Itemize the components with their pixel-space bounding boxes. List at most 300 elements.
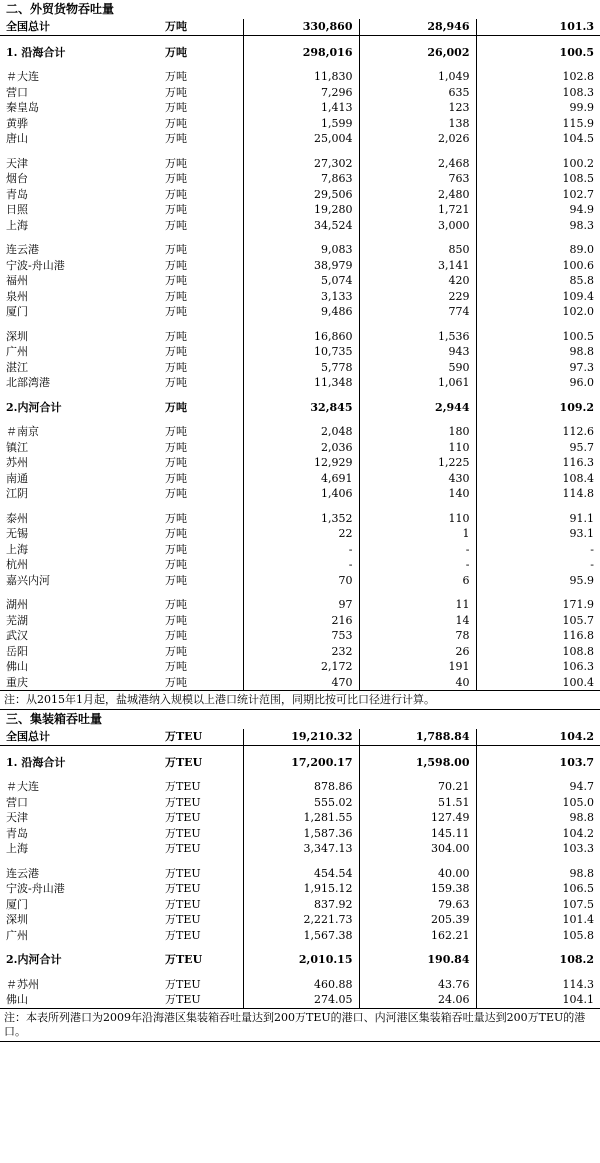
unit-cell: 万TEU — [165, 897, 201, 911]
section1-table — [0, 19, 600, 690]
value-cell-1: 753 — [243, 628, 359, 644]
port-row — [0, 912, 600, 928]
value-cell-1: 22 — [243, 526, 359, 542]
port-name-cell: 厦门 — [6, 305, 28, 318]
spacer-cell — [155, 233, 243, 242]
value-cell-3: 106.5 — [476, 881, 600, 897]
value-cell-3: 101.3 — [476, 19, 600, 35]
port-name-cell: 全国总计 — [0, 729, 155, 745]
spacer-cell — [476, 233, 600, 242]
value-cell-3: 99.9 — [476, 100, 600, 116]
spacer-row — [0, 391, 600, 400]
unit-cell: 万TEU — [165, 913, 201, 926]
port-name-cell: 北部湾港 — [6, 376, 50, 389]
spacer-cell — [359, 588, 476, 597]
value-cell-1: 878.86 — [243, 779, 359, 795]
spacer-cell — [0, 391, 155, 400]
unit-cell: 万吨 — [165, 456, 187, 469]
port-name-cell: 岳阳 — [6, 644, 28, 658]
value-cell-2: 123 — [359, 100, 476, 116]
port-row — [0, 202, 600, 218]
value-cell-1: 2,221.73 — [243, 912, 359, 928]
port-row — [0, 100, 600, 116]
port-row — [0, 779, 600, 795]
port-row — [0, 992, 600, 1008]
value-cell-1: 1,567.38 — [243, 928, 359, 944]
port-name-cell: 青岛 — [6, 826, 28, 840]
spacer-row — [0, 745, 600, 755]
port-row — [0, 841, 600, 857]
value-cell-3: 106.3 — [476, 659, 600, 675]
spacer-cell — [243, 968, 359, 977]
port-name-cell: 武汉 — [6, 629, 28, 642]
value-cell-1: 470 — [243, 675, 359, 691]
port-name-cell: 上海 — [6, 842, 28, 855]
value-cell-3: 114.3 — [476, 977, 600, 993]
unit-cell: 万吨 — [165, 440, 187, 454]
total-row — [0, 952, 600, 968]
value-cell-1: 2,036 — [243, 440, 359, 456]
value-cell-2: 79.63 — [359, 897, 476, 913]
spacer-cell — [155, 415, 243, 424]
spacer-cell — [476, 147, 600, 156]
port-name-cell: 南通 — [6, 471, 28, 485]
spacer-row — [0, 415, 600, 424]
unit-cell: 万TEU — [165, 977, 201, 991]
value-cell-3: 98.3 — [476, 218, 600, 234]
port-row — [0, 440, 600, 456]
port-name-cell: 深圳 — [6, 329, 28, 343]
unit-cell: 万吨 — [165, 132, 187, 145]
port-name-cell: ＃苏州 — [6, 977, 39, 991]
value-cell-1: 555.02 — [243, 795, 359, 811]
value-cell-2: 191 — [359, 659, 476, 675]
spacer-cell — [0, 770, 155, 779]
value-cell-3: 95.7 — [476, 440, 600, 456]
spacer-cell — [243, 233, 359, 242]
unit-cell: 万吨 — [165, 258, 187, 272]
section2-table — [0, 729, 600, 1008]
unit-cell: 万吨 — [165, 471, 187, 485]
port-row — [0, 542, 600, 558]
unit-cell: 万TEU — [165, 755, 203, 769]
value-cell-1: 9,083 — [243, 242, 359, 258]
port-row — [0, 69, 600, 85]
value-cell-1: 216 — [243, 613, 359, 629]
value-cell-3: 103.3 — [476, 841, 600, 857]
port-row — [0, 486, 600, 502]
port-name-cell: 1. 沿海合计 — [6, 45, 66, 59]
port-name-cell: 日照 — [6, 203, 28, 216]
spacer-cell — [243, 857, 359, 866]
spacer-cell — [243, 320, 359, 329]
spacer-cell — [359, 147, 476, 156]
spacer-cell — [476, 745, 600, 755]
value-cell-1: 3,133 — [243, 289, 359, 305]
spacer-cell — [243, 745, 359, 755]
spacer-cell — [476, 415, 600, 424]
unit-cell: 万吨 — [165, 629, 187, 642]
spacer-cell — [243, 35, 359, 45]
value-cell-2: 590 — [359, 360, 476, 376]
value-cell-2: 78 — [359, 628, 476, 644]
port-name-cell: 宁波-舟山港 — [6, 882, 65, 895]
port-row — [0, 866, 600, 882]
unit-cell: 万TEU — [165, 795, 201, 809]
port-name-cell: 厦门 — [6, 897, 28, 911]
value-cell-3: 97.3 — [476, 360, 600, 376]
value-cell-1: 25,004 — [243, 131, 359, 147]
spacer-cell — [155, 320, 243, 329]
value-cell-2: 763 — [359, 171, 476, 187]
port-name-cell: 营口 — [6, 795, 28, 809]
spacer-cell — [359, 35, 476, 45]
spacer-cell — [476, 588, 600, 597]
value-cell-1: 5,074 — [243, 273, 359, 289]
spacer-cell — [476, 502, 600, 511]
unit-cell: 万TEU — [165, 993, 201, 1006]
spacer-row — [0, 147, 600, 156]
spacer-cell — [155, 588, 243, 597]
value-cell-2: - — [359, 542, 476, 558]
port-row — [0, 242, 600, 258]
total-row — [0, 755, 600, 771]
value-cell-1: 32,845 — [243, 400, 359, 416]
value-cell-1: 2,048 — [243, 424, 359, 440]
spacer-cell — [0, 943, 155, 952]
spacer-cell — [0, 745, 155, 755]
value-cell-1: 97 — [243, 597, 359, 613]
port-row — [0, 116, 600, 132]
port-row — [0, 289, 600, 305]
unit-cell: 万吨 — [165, 203, 187, 216]
port-name-cell: 重庆 — [6, 675, 28, 689]
section2-note: 注：本表所列港口为2009年沿海港区集装箱吞吐量达到200万TEU的港口、内河港区集装箱吞吐量达到200万TEU的港口。 — [0, 1008, 600, 1042]
spacer-row — [0, 320, 600, 329]
value-cell-3: 108.8 — [476, 644, 600, 660]
value-cell-1: 1,599 — [243, 116, 359, 132]
value-cell-3: 98.8 — [476, 344, 600, 360]
spacer-cell — [476, 770, 600, 779]
spacer-row — [0, 968, 600, 977]
value-cell-1: 12,929 — [243, 455, 359, 471]
value-cell-2: 190.84 — [359, 952, 476, 968]
spacer-cell — [243, 943, 359, 952]
spacer-cell — [476, 943, 600, 952]
spacer-cell — [243, 147, 359, 156]
spacer-cell — [476, 320, 600, 329]
unit-cell: 万TEU — [165, 780, 201, 793]
value-cell-1: 10,735 — [243, 344, 359, 360]
value-cell-2: 14 — [359, 613, 476, 629]
port-name-cell: 全国总计 — [0, 19, 155, 35]
value-cell-1: 1,413 — [243, 100, 359, 116]
value-cell-3: 114.8 — [476, 486, 600, 502]
value-cell-2: 127.49 — [359, 810, 476, 826]
spacer-cell — [155, 35, 243, 45]
value-cell-1: 460.88 — [243, 977, 359, 993]
spacer-cell — [476, 968, 600, 977]
unit-cell: 万吨 — [165, 425, 187, 438]
value-cell-3: - — [476, 542, 600, 558]
unit-cell: 万TEU — [165, 842, 201, 855]
port-row — [0, 424, 600, 440]
value-cell-3: 102.8 — [476, 69, 600, 85]
unit-cell: 万吨 — [165, 116, 187, 130]
value-cell-2: 2,480 — [359, 187, 476, 203]
value-cell-2: 6 — [359, 573, 476, 589]
value-cell-2: 635 — [359, 85, 476, 101]
port-name-cell: 上海 — [6, 542, 28, 556]
value-cell-2: 11 — [359, 597, 476, 613]
value-cell-2: 159.38 — [359, 881, 476, 897]
value-cell-3: 101.4 — [476, 912, 600, 928]
port-row — [0, 675, 600, 691]
value-cell-1: 70 — [243, 573, 359, 589]
spacer-row — [0, 588, 600, 597]
value-cell-3: 104.2 — [476, 826, 600, 842]
value-cell-2: 1,788.84 — [359, 729, 476, 745]
value-cell-2: 1,049 — [359, 69, 476, 85]
value-cell-3: 104.2 — [476, 729, 600, 745]
value-cell-3: 96.0 — [476, 375, 600, 391]
port-name-cell: 湛江 — [6, 360, 28, 374]
port-name-cell: 连云港 — [6, 243, 39, 256]
spacer-cell — [0, 968, 155, 977]
unit-cell: 万吨 — [165, 573, 187, 587]
spacer-cell — [0, 320, 155, 329]
port-row — [0, 881, 600, 897]
spacer-cell — [359, 857, 476, 866]
unit-cell: 万吨 — [165, 360, 187, 374]
spacer-cell — [0, 502, 155, 511]
port-name-cell: 广州 — [6, 928, 28, 942]
spacer-cell — [0, 415, 155, 424]
spacer-cell — [243, 502, 359, 511]
value-cell-3: 93.1 — [476, 526, 600, 542]
value-cell-3: 108.3 — [476, 85, 600, 101]
value-cell-1: 454.54 — [243, 866, 359, 882]
spacer-cell — [155, 770, 243, 779]
spacer-cell — [243, 770, 359, 779]
spacer-cell — [0, 233, 155, 242]
value-cell-1: 11,348 — [243, 375, 359, 391]
value-cell-3: - — [476, 557, 600, 573]
value-cell-1: 4,691 — [243, 471, 359, 487]
value-cell-2: 205.39 — [359, 912, 476, 928]
value-cell-3: 115.9 — [476, 116, 600, 132]
value-cell-2: 1,225 — [359, 455, 476, 471]
value-cell-1: 837.92 — [243, 897, 359, 913]
value-cell-2: 138 — [359, 116, 476, 132]
spacer-cell — [476, 391, 600, 400]
spacer-cell — [0, 857, 155, 866]
port-row — [0, 613, 600, 629]
value-cell-1: 11,830 — [243, 69, 359, 85]
value-cell-3: 100.5 — [476, 329, 600, 345]
unit-cell: 万吨 — [165, 289, 187, 303]
value-cell-3: 94.7 — [476, 779, 600, 795]
value-cell-2: 420 — [359, 273, 476, 289]
port-row — [0, 511, 600, 527]
value-cell-3: 100.4 — [476, 675, 600, 691]
spacer-cell — [155, 745, 243, 755]
port-row — [0, 455, 600, 471]
value-cell-2: 1,061 — [359, 375, 476, 391]
port-row — [0, 628, 600, 644]
value-cell-2: 943 — [359, 344, 476, 360]
port-row — [0, 471, 600, 487]
value-cell-2: 3,000 — [359, 218, 476, 234]
unit-cell: 万TEU — [155, 729, 243, 745]
port-name-cell: 营口 — [6, 85, 28, 99]
value-cell-1: 2,010.15 — [243, 952, 359, 968]
spacer-cell — [476, 35, 600, 45]
spacer-cell — [0, 147, 155, 156]
spacer-cell — [0, 35, 155, 45]
port-name-cell: 芜湖 — [6, 613, 28, 627]
unit-cell: 万吨 — [165, 542, 187, 556]
value-cell-2: 1,721 — [359, 202, 476, 218]
port-name-cell: 上海 — [6, 218, 28, 232]
spacer-cell — [0, 60, 155, 69]
port-row — [0, 85, 600, 101]
spacer-row — [0, 502, 600, 511]
total-row — [0, 45, 600, 61]
spacer-cell — [359, 770, 476, 779]
port-name-cell: 福州 — [6, 274, 28, 287]
spacer-cell — [155, 857, 243, 866]
spacer-cell — [155, 502, 243, 511]
value-cell-2: 2,026 — [359, 131, 476, 147]
value-cell-1: 298,016 — [243, 45, 359, 61]
value-cell-2: 850 — [359, 242, 476, 258]
value-cell-3: 105.7 — [476, 613, 600, 629]
value-cell-3: 102.7 — [476, 187, 600, 203]
value-cell-3: 107.5 — [476, 897, 600, 913]
spacer-cell — [359, 745, 476, 755]
port-name-cell: ＃大连 — [6, 70, 39, 83]
value-cell-2: 28,946 — [359, 19, 476, 35]
value-cell-1: 29,506 — [243, 187, 359, 203]
unit-cell: 万吨 — [165, 187, 187, 201]
unit-cell: 万TEU — [165, 882, 201, 895]
port-name-cell: 佛山 — [6, 660, 28, 673]
value-cell-1: 7,863 — [243, 171, 359, 187]
unit-cell: 万吨 — [165, 511, 187, 525]
port-name-cell: 江阴 — [6, 487, 28, 500]
spacer-cell — [359, 320, 476, 329]
value-cell-2: 140 — [359, 486, 476, 502]
unit-cell: 万吨 — [165, 558, 187, 571]
port-row — [0, 360, 600, 376]
value-cell-3: 100.5 — [476, 45, 600, 61]
unit-cell: 万TEU — [165, 866, 201, 880]
spacer-cell — [243, 415, 359, 424]
unit-cell: 万吨 — [165, 329, 187, 343]
unit-cell: 万TEU — [165, 928, 201, 942]
unit-cell: 万吨 — [165, 613, 187, 627]
value-cell-3: 85.8 — [476, 273, 600, 289]
value-cell-3: 108.2 — [476, 952, 600, 968]
spacer-cell — [359, 391, 476, 400]
value-cell-1: 9,486 — [243, 304, 359, 320]
value-cell-1: 19,210.32 — [243, 729, 359, 745]
value-cell-1: - — [243, 542, 359, 558]
value-cell-1: 38,979 — [243, 258, 359, 274]
spacer-cell — [243, 60, 359, 69]
spacer-row — [0, 943, 600, 952]
port-row — [0, 597, 600, 613]
unit-cell: 万TEU — [165, 953, 203, 966]
value-cell-3: 89.0 — [476, 242, 600, 258]
port-row — [0, 659, 600, 675]
port-name-cell: 连云港 — [6, 866, 39, 880]
value-cell-2: 3,141 — [359, 258, 476, 274]
port-name-cell: 宁波-舟山港 — [6, 258, 65, 272]
spacer-row — [0, 233, 600, 242]
value-cell-1: 1,406 — [243, 486, 359, 502]
spacer-cell — [243, 588, 359, 597]
value-cell-1: 3,347.13 — [243, 841, 359, 857]
unit-cell: 万吨 — [165, 527, 187, 540]
section1-title: 二、外贸货物吞吐量 — [6, 2, 115, 16]
port-name-cell: 广州 — [6, 345, 28, 358]
value-cell-2: - — [359, 557, 476, 573]
spacer-row — [0, 60, 600, 69]
unit-cell: 万吨 — [165, 243, 187, 256]
unit-cell: 万TEU — [165, 811, 201, 824]
port-name-cell: 嘉兴内河 — [6, 573, 50, 587]
unit-cell: 万吨 — [165, 45, 187, 59]
value-cell-2: 1,536 — [359, 329, 476, 345]
unit-cell: 万吨 — [165, 218, 187, 232]
total-row — [0, 729, 600, 745]
value-cell-3: 171.9 — [476, 597, 600, 613]
value-cell-2: 430 — [359, 471, 476, 487]
spacer-cell — [359, 943, 476, 952]
value-cell-2: 110 — [359, 440, 476, 456]
value-cell-3: 98.8 — [476, 810, 600, 826]
port-name-cell: 2.内河合计 — [6, 400, 62, 414]
value-cell-1: - — [243, 557, 359, 573]
port-row — [0, 375, 600, 391]
value-cell-3: 91.1 — [476, 511, 600, 527]
port-name-cell: 无锡 — [6, 527, 28, 540]
port-name-cell: 湖州 — [6, 598, 28, 611]
port-row — [0, 218, 600, 234]
port-row — [0, 304, 600, 320]
spacer-cell — [155, 60, 243, 69]
value-cell-1: 5,778 — [243, 360, 359, 376]
port-name-cell: ＃大连 — [6, 780, 39, 793]
port-row — [0, 329, 600, 345]
port-name-cell: 深圳 — [6, 913, 28, 926]
value-cell-2: 1 — [359, 526, 476, 542]
port-name-cell: 天津 — [6, 156, 28, 170]
value-cell-2: 2,944 — [359, 400, 476, 416]
value-cell-1: 7,296 — [243, 85, 359, 101]
value-cell-2: 24.06 — [359, 992, 476, 1008]
port-name-cell: 青岛 — [6, 187, 28, 201]
value-cell-2: 26 — [359, 644, 476, 660]
value-cell-1: 2,172 — [243, 659, 359, 675]
unit-cell: 万TEU — [165, 826, 201, 840]
value-cell-2: 26,002 — [359, 45, 476, 61]
value-cell-1: 232 — [243, 644, 359, 660]
port-row — [0, 258, 600, 274]
value-cell-2: 110 — [359, 511, 476, 527]
